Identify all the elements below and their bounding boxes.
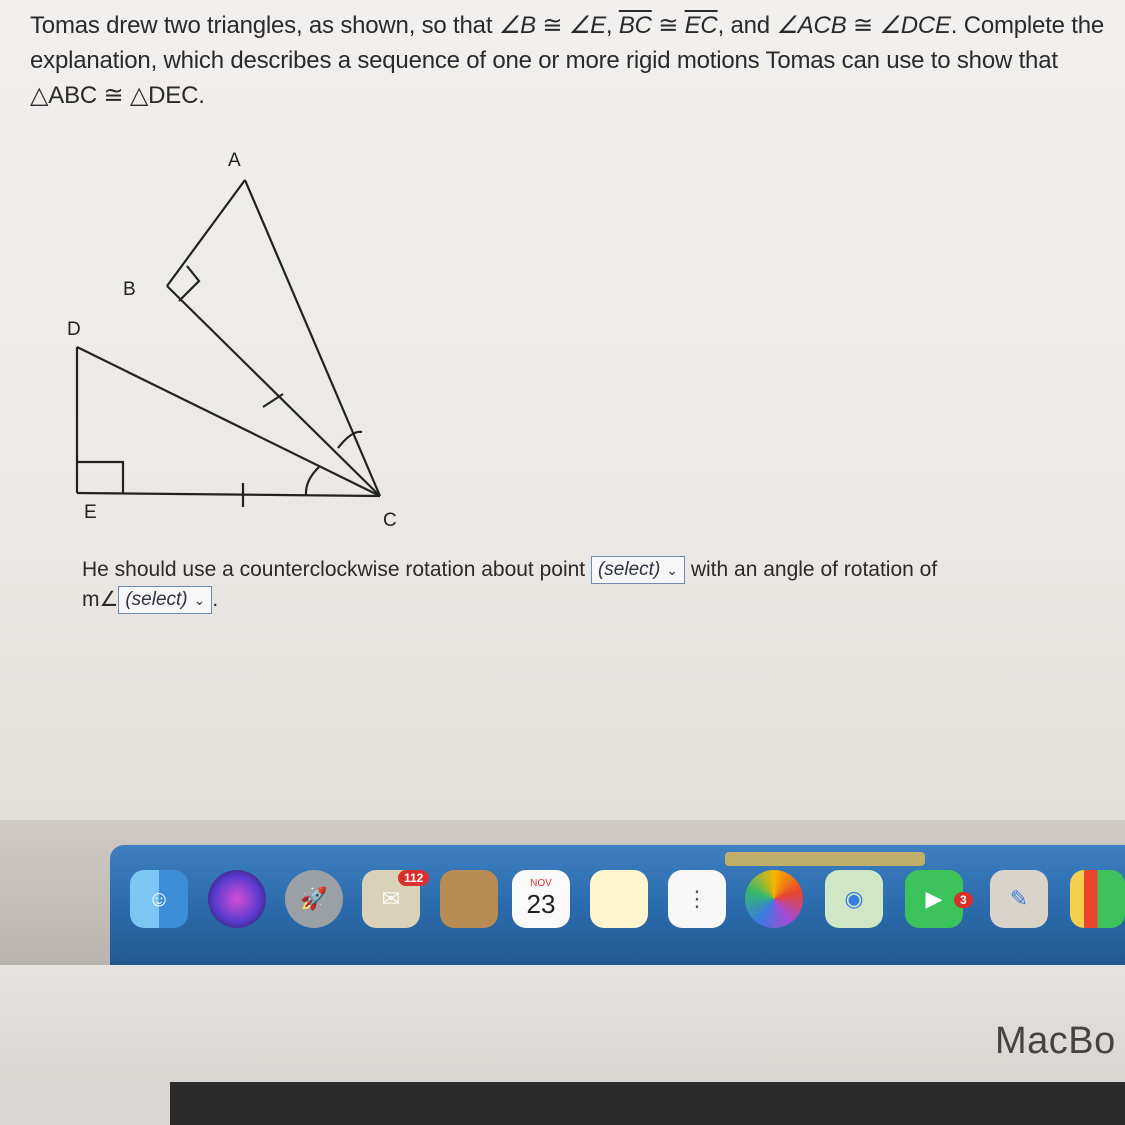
maps-icon[interactable]: ◉ — [825, 870, 883, 928]
chevron-down-icon: ⌄ — [193, 592, 206, 609]
tick-mark-BC — [263, 394, 283, 407]
chevron-down-icon: ⌄ — [666, 562, 679, 579]
right-angle-mark-B — [179, 266, 199, 301]
mail-badge: 112 — [398, 870, 429, 886]
calendar-icon[interactable] — [512, 870, 570, 928]
segment-BC — [167, 286, 380, 496]
right-angle-mark-E — [77, 462, 123, 493]
label-B: B — [123, 279, 136, 300]
numbers-icon[interactable] — [1070, 870, 1125, 928]
calendar-month: NOV — [530, 878, 552, 889]
point-select-dropdown[interactable]: (select) ⌄ — [591, 556, 685, 584]
facetime-icon[interactable]: ▶ — [905, 870, 963, 928]
laptop-brand-label: MacBo — [995, 1020, 1116, 1062]
segment-AB — [167, 180, 245, 286]
calendar-day: 23 — [526, 889, 556, 919]
label-E: E — [84, 502, 97, 523]
mail-icon[interactable]: ✉ — [362, 870, 420, 928]
question-text: Tomas drew two triangles, as shown, so that ∠B ≅ ∠E, $\overline{BC}$ ≅ $\overline{EC}$, and ∠ACB ≅ ∠DCE. Complete the explanation, which describes a sequence of one or more rigid motions Tomas can use to show that △ABC ≅ △DEC. — [30, 12, 1105, 109]
label-A: A — [228, 150, 241, 171]
label-D: D — [67, 319, 81, 340]
notes-icon[interactable] — [590, 870, 648, 928]
launchpad-icon[interactable]: 🚀 — [285, 870, 343, 928]
reminders-icon[interactable]: ⋮ — [668, 870, 726, 928]
photos-icon[interactable] — [745, 870, 803, 928]
label-C: C — [383, 510, 397, 531]
angle-select-dropdown[interactable]: (select) ⌄ — [118, 586, 212, 614]
segment-EC — [77, 493, 380, 496]
segment-AC — [245, 180, 380, 496]
siri-icon[interactable] — [208, 870, 266, 928]
desk-surface — [0, 1080, 170, 1125]
window-highlight — [725, 852, 925, 866]
laptop-hinge — [170, 1082, 1125, 1125]
finder-icon[interactable]: ☺ — [130, 870, 188, 928]
triangle-figure — [50, 140, 410, 540]
contacts-icon[interactable] — [440, 870, 498, 928]
facetime-badge: 3 — [954, 892, 973, 908]
angle-arc-DCE — [306, 466, 320, 495]
preview-icon[interactable]: ✎ — [990, 870, 1048, 928]
answer-sentence: He should use a counterclockwise rotation about point (select) ⌄ with an angle of rotation of m∠ (select) ⌄ . — [82, 555, 1032, 615]
